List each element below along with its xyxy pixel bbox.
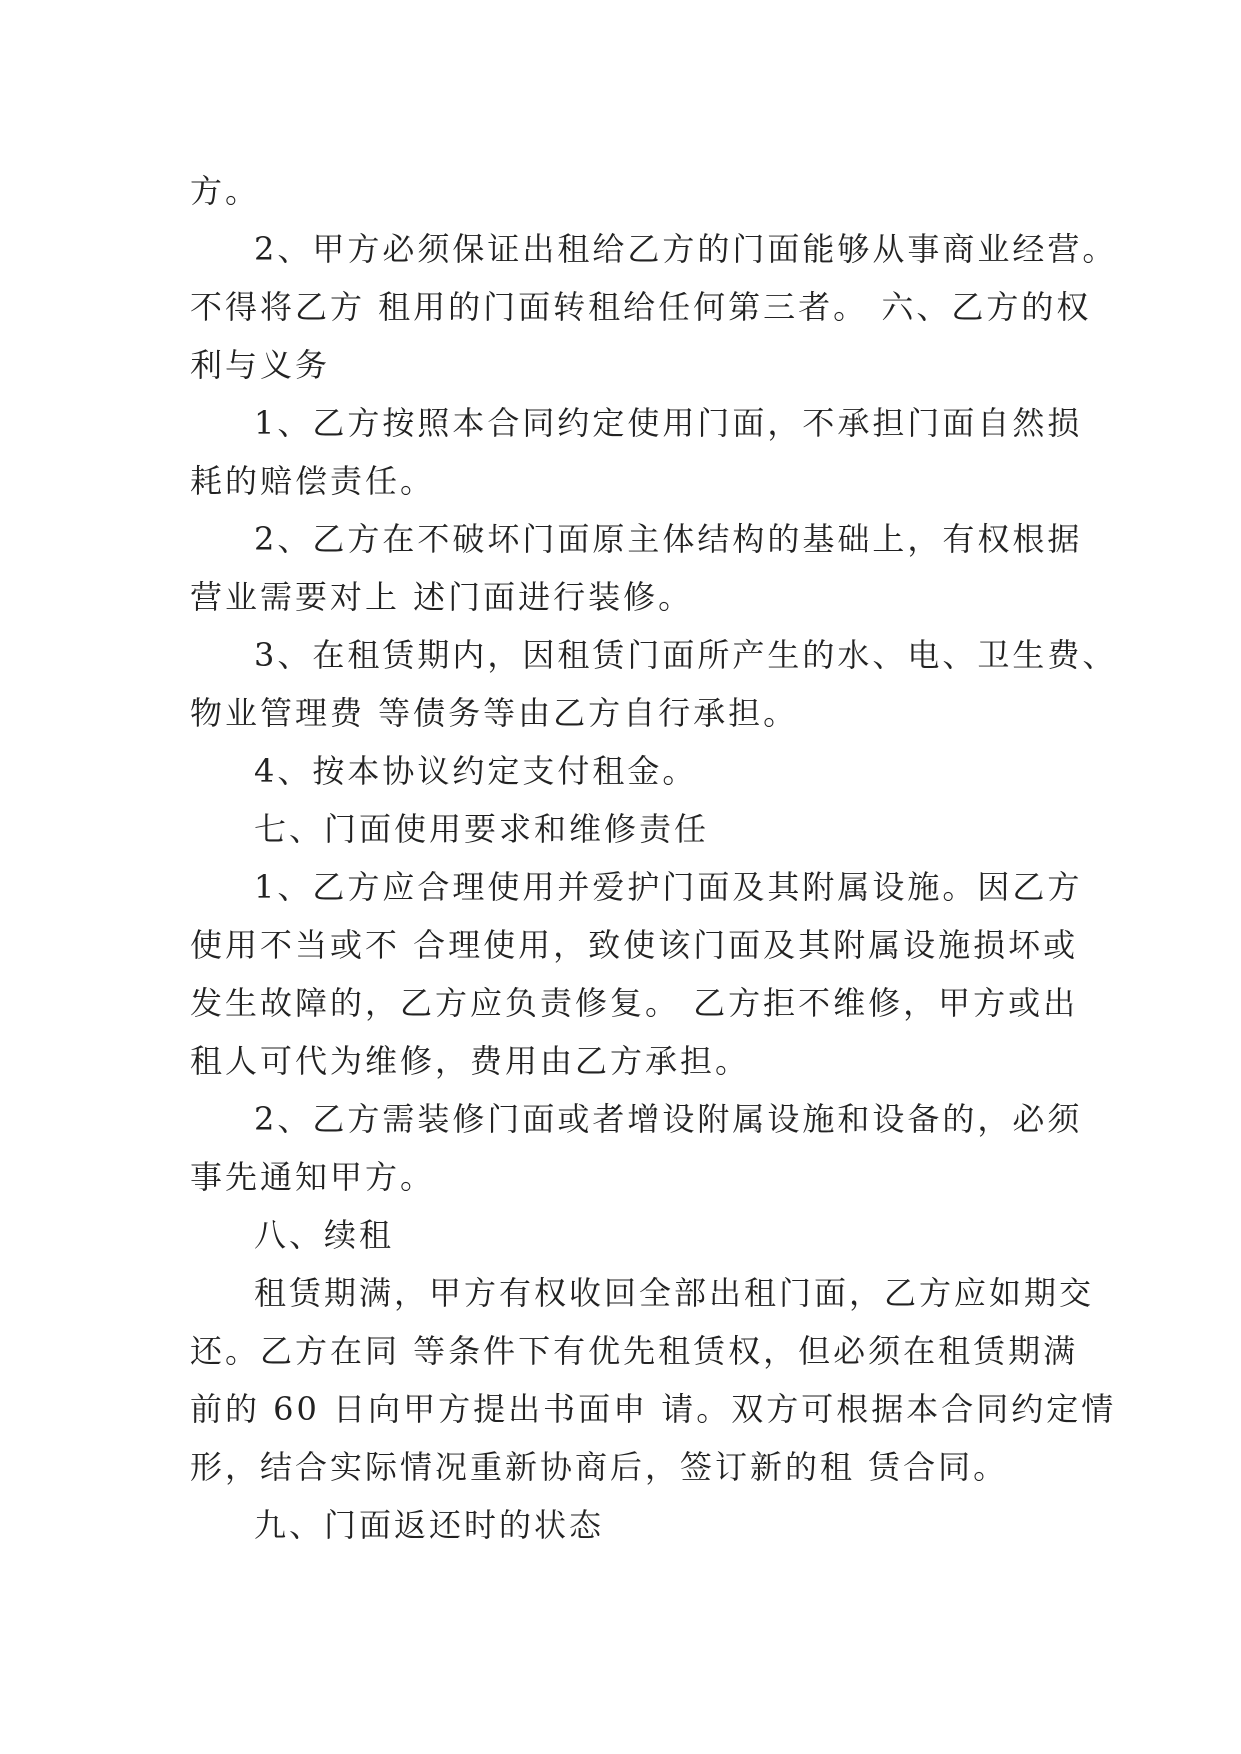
text-line: 方。 (190, 172, 261, 210)
text-line: 利与义务 (190, 346, 331, 384)
text-line: 2、甲方必须保证出租给乙方的门面能够从事商业经营。 (254, 230, 1118, 268)
text-line: 租人可代为维修，费用由乙方承担。 (190, 1042, 751, 1080)
text-line: 2、乙方需装修门面或者增设附属设施和设备的，必须 (254, 1100, 1083, 1138)
text-line: 耗的赔偿责任。 (190, 462, 436, 500)
text-line: 还。乙方在同 等条件下有优先租赁权，但必须在租赁期满 (190, 1332, 1079, 1370)
text-line: 不得将乙方 租用的门面转租给任何第三者。 六、乙方的权 (190, 288, 1092, 326)
text-line: 3、在租赁期内，因租赁门面所产生的水、电、卫生费、 (254, 636, 1118, 674)
text-line: 事先通知甲方。 (190, 1158, 436, 1196)
text-line: 4、按本协议约定支付租金。 (254, 752, 698, 790)
text-line: 发生故障的，乙方应负责修复。 乙方拒不维修，甲方或出 (190, 984, 1079, 1022)
document-body (190, 162, 1118, 1554)
section-heading: 七、门面使用要求和维修责任 (254, 810, 710, 848)
text-line: 1、乙方按照本合同约定使用门面，不承担门面自然损 (254, 404, 1083, 442)
section-heading: 八、续租 (254, 1216, 395, 1254)
text-line: 1、乙方应合理使用并爱护门面及其附属设施。因乙方 (254, 868, 1083, 906)
text-line: 使用不当或不 合理使用，致使该门面及其附属设施损坏或 (190, 926, 1079, 964)
text-line: 形，结合实际情况重新协商后，签订新的租 赁合同。 (190, 1448, 1009, 1486)
text-line: 2、乙方在不破坏门面原主体结构的基础上，有权根据 (254, 520, 1083, 558)
text-line: 前的 60 日向甲方提出书面申 请。双方可根据本合同约定情 (190, 1390, 1117, 1428)
text-line: 物业管理费 等债务等由乙方自行承担。 (190, 694, 799, 732)
text-line: 租赁期满，甲方有权收回全部出租门面，乙方应如期交 (254, 1274, 1095, 1312)
text-line: 营业需要对上 述门面进行装修。 (190, 578, 694, 616)
section-heading: 九、门面返还时的状态 (254, 1506, 605, 1544)
